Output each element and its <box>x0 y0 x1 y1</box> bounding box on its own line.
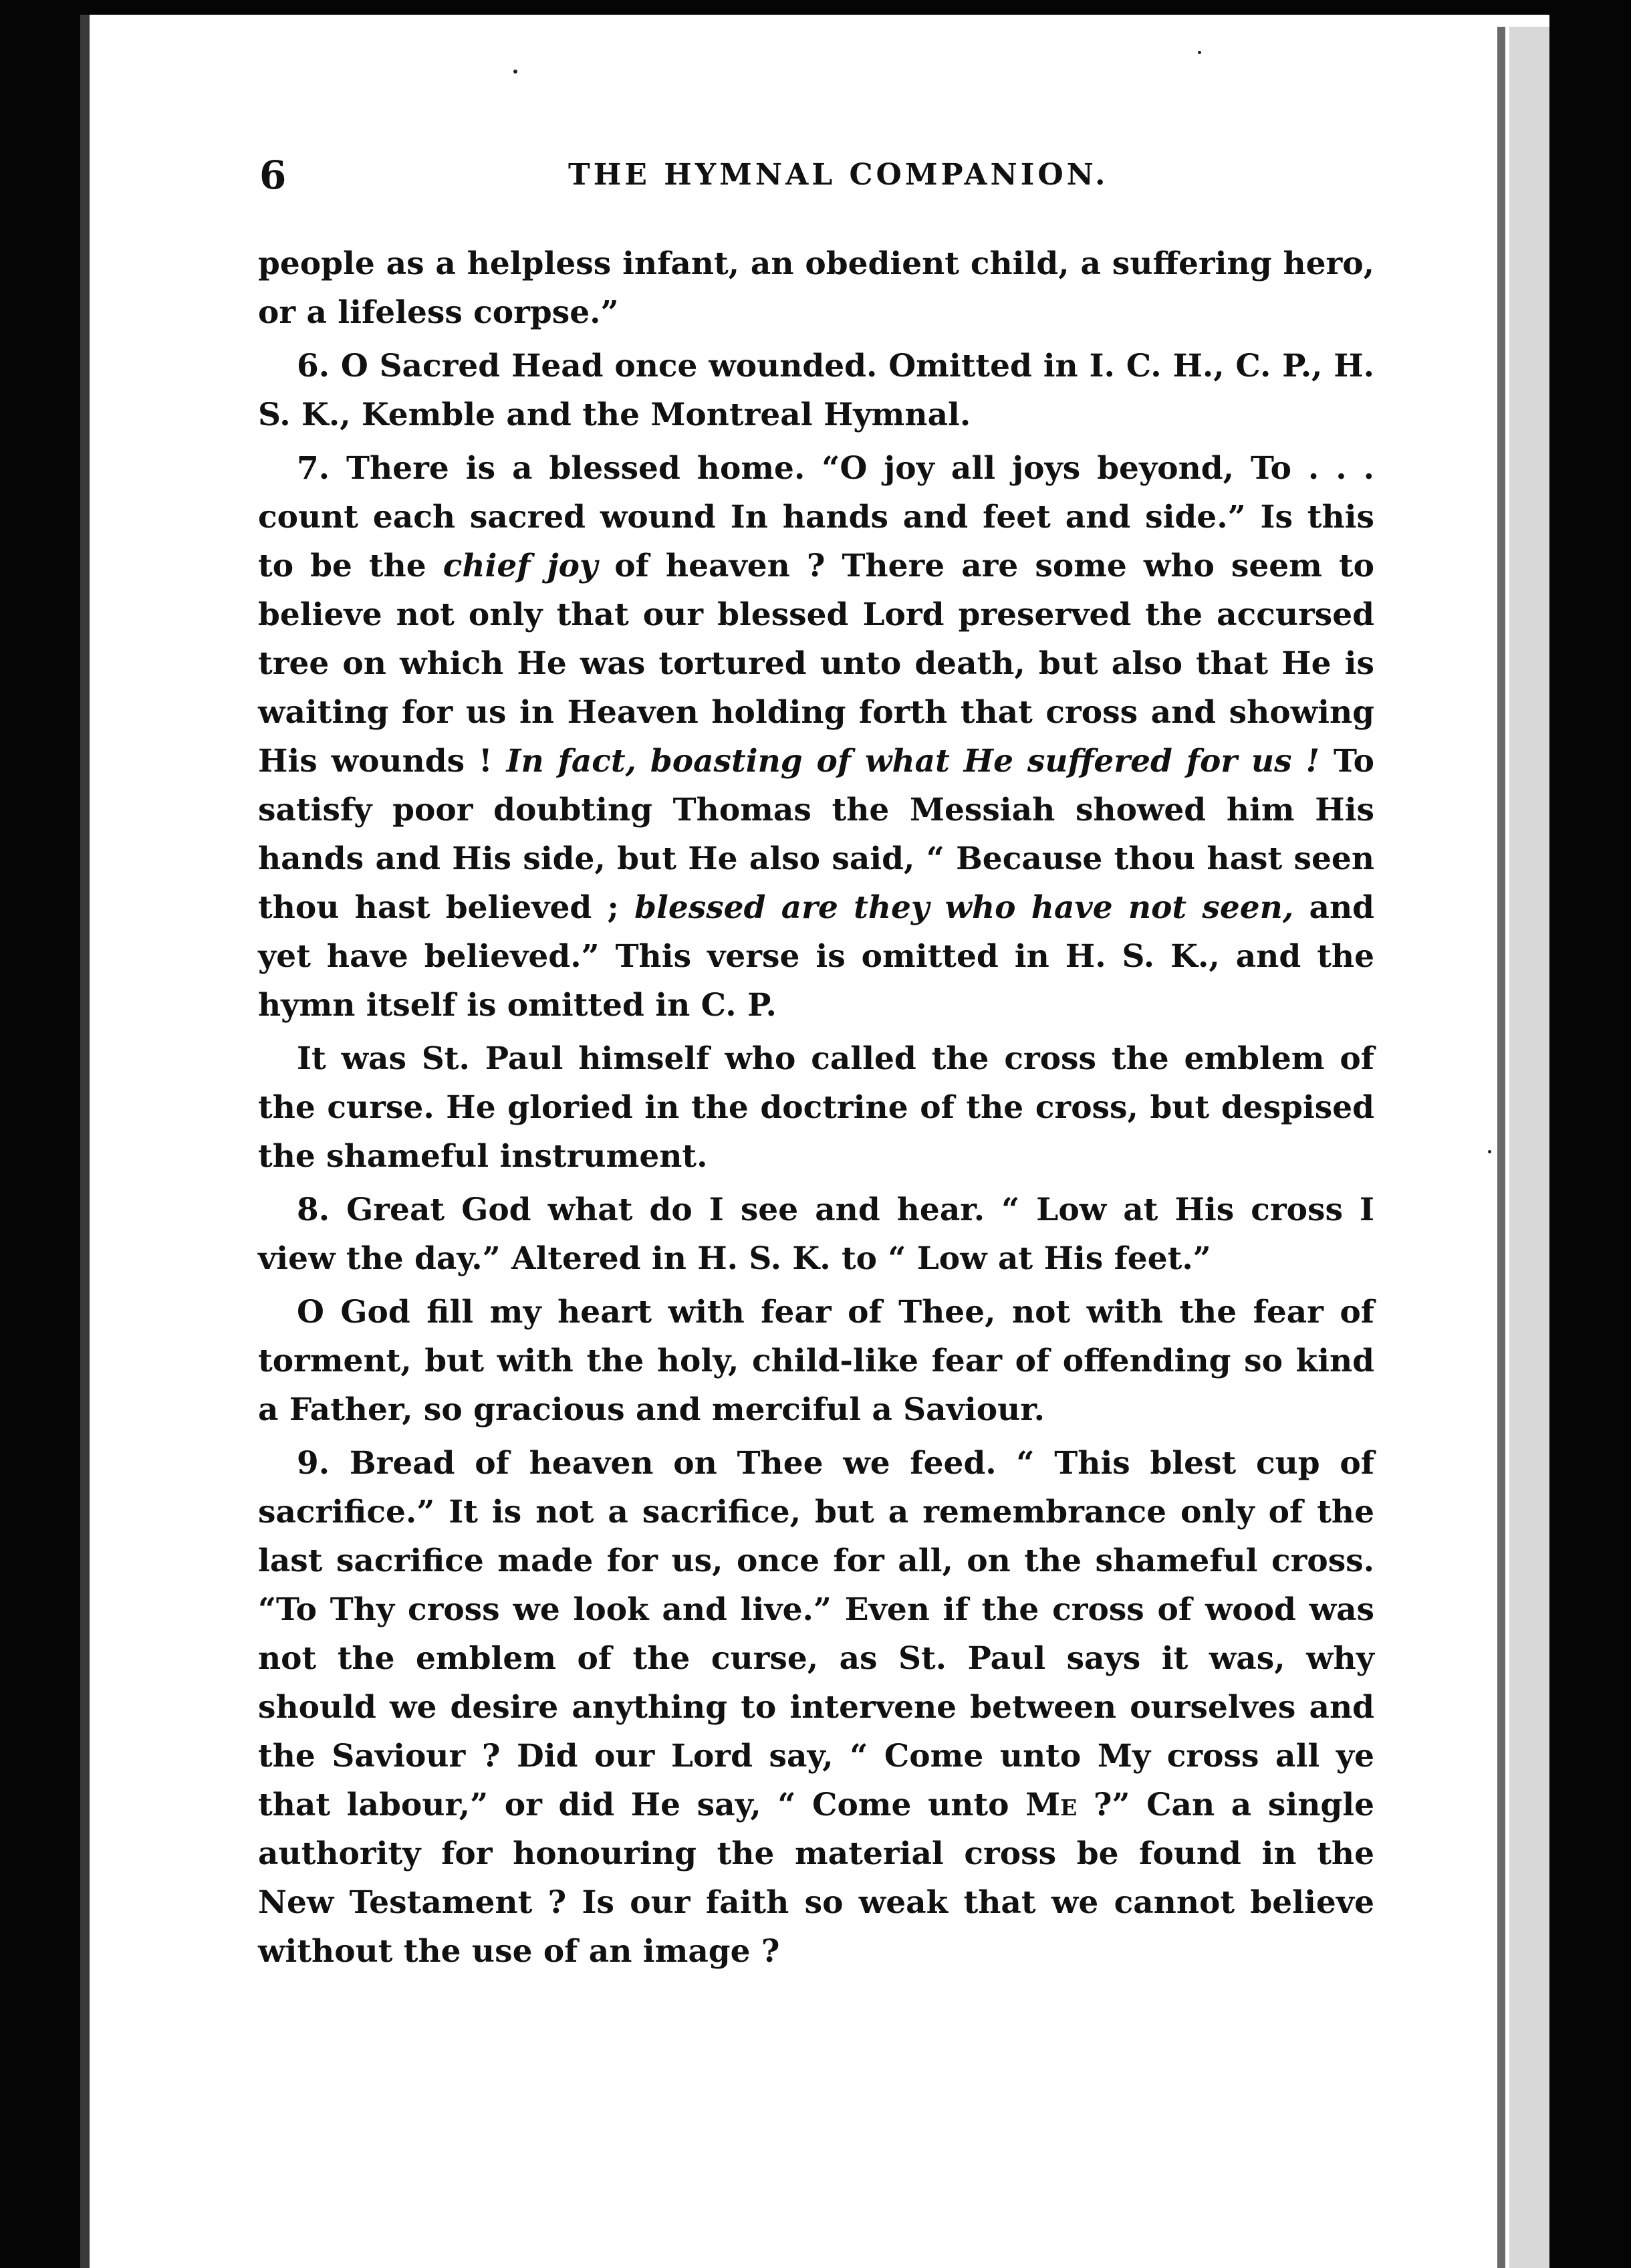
text-run: blessed are they who have not seen, <box>634 889 1294 926</box>
scan-frame-right <box>1549 0 1631 2268</box>
paragraph <box>258 444 1374 1030</box>
text-run: and yet have believed.” This verse is omitted in H. S. K., and the hymn itself is omitted in C. P. <box>258 889 1374 1024</box>
dust-speck <box>513 70 517 74</box>
page-header <box>174 152 1350 213</box>
scan-frame-right-gutter <box>1509 27 1549 2268</box>
scan-frame-right-line <box>1497 27 1505 2268</box>
paragraph <box>258 1034 1374 1181</box>
paragraph <box>258 1288 1374 1434</box>
dust-speck <box>1198 51 1201 54</box>
paragraph <box>258 1185 1374 1283</box>
text-run: O God fill my heart with fear of Thee, not with the fear of torment, but with the holy, child-like fear of offending so kind a Father, so gracious and merciful a Saviour. <box>258 1294 1374 1428</box>
text-run: chief joy <box>443 548 598 584</box>
text-run: 7. There is a blessed home. “O joy all joys beyond, To . . . count each sacred wound In hands and feet and side.” Is this to be the <box>258 450 1374 584</box>
body-text <box>258 239 1374 1980</box>
text-run: In fact, boasting of what He suffered for us ! <box>506 743 1320 780</box>
page-number: 6 <box>259 152 287 198</box>
text-run: It was St. Paul himself who called the cross the emblem of the curse. He gloried in the doctrine of the cross, but despised the shameful instrument. <box>258 1040 1374 1175</box>
text-run: ?” Can a single authority for honouring the material cross be found in the New Testament ? Is our faith so weak that we cannot believe without the use of an image ? <box>258 1787 1375 1970</box>
running-head: THE HYMNAL COMPANION. <box>568 158 1109 192</box>
text-run: 8. Great God what do I see and hear. “ Low at His cross I view the day.” Altered in H. S. K. to “ Low at His feet.” <box>258 1192 1374 1277</box>
paragraph <box>258 342 1374 439</box>
text-run: people as a helpless infant, an obedient child, a suffering hero, or a lifeless corpse.” <box>258 245 1374 331</box>
text-run: of heaven ? There are some who seem to believe not only that our blessed Lord preserved the accursed tree on which He was tortured unto death, but also that He is waiting for us in Heaven holding forth that cross and showing His wounds ! <box>258 548 1375 780</box>
dust-speck <box>1488 1150 1491 1153</box>
scan-frame-left <box>0 0 80 2268</box>
scan-frame-top <box>0 0 1631 15</box>
text-run: To satisfy poor doubting Thomas the Messiah showed him His hands and His side, but He also said, “ Because thou hast seen thou hast believed ; <box>258 743 1374 926</box>
text-run: 9. Bread of heaven on Thee we feed. “ This blest cup of sacrifice.” It is not a sacrifice, but a remembrance only of the last sacrifice made for us, once for all, on the shameful cross. “To Thy cross we look and live.” Even if the cross of wood was not the emblem of the curse, as St. Paul says it was, why should we desire anything to intervene between ourselves and the Saviour ? Did our Lord say, “ Come unto My cross all ye that labour,” or did He say, “ Come unto <box>258 1445 1374 1823</box>
paragraph <box>258 1439 1374 1976</box>
text-run: Me <box>1025 1787 1078 1823</box>
paragraph <box>258 239 1374 337</box>
text-run: 6. O Sacred Head once wounded. Omitted in I. C. H., C. P., H. S. K., Kemble and the Montreal Hymnal. <box>258 348 1374 433</box>
scan-frame-left-edge <box>80 15 90 2268</box>
